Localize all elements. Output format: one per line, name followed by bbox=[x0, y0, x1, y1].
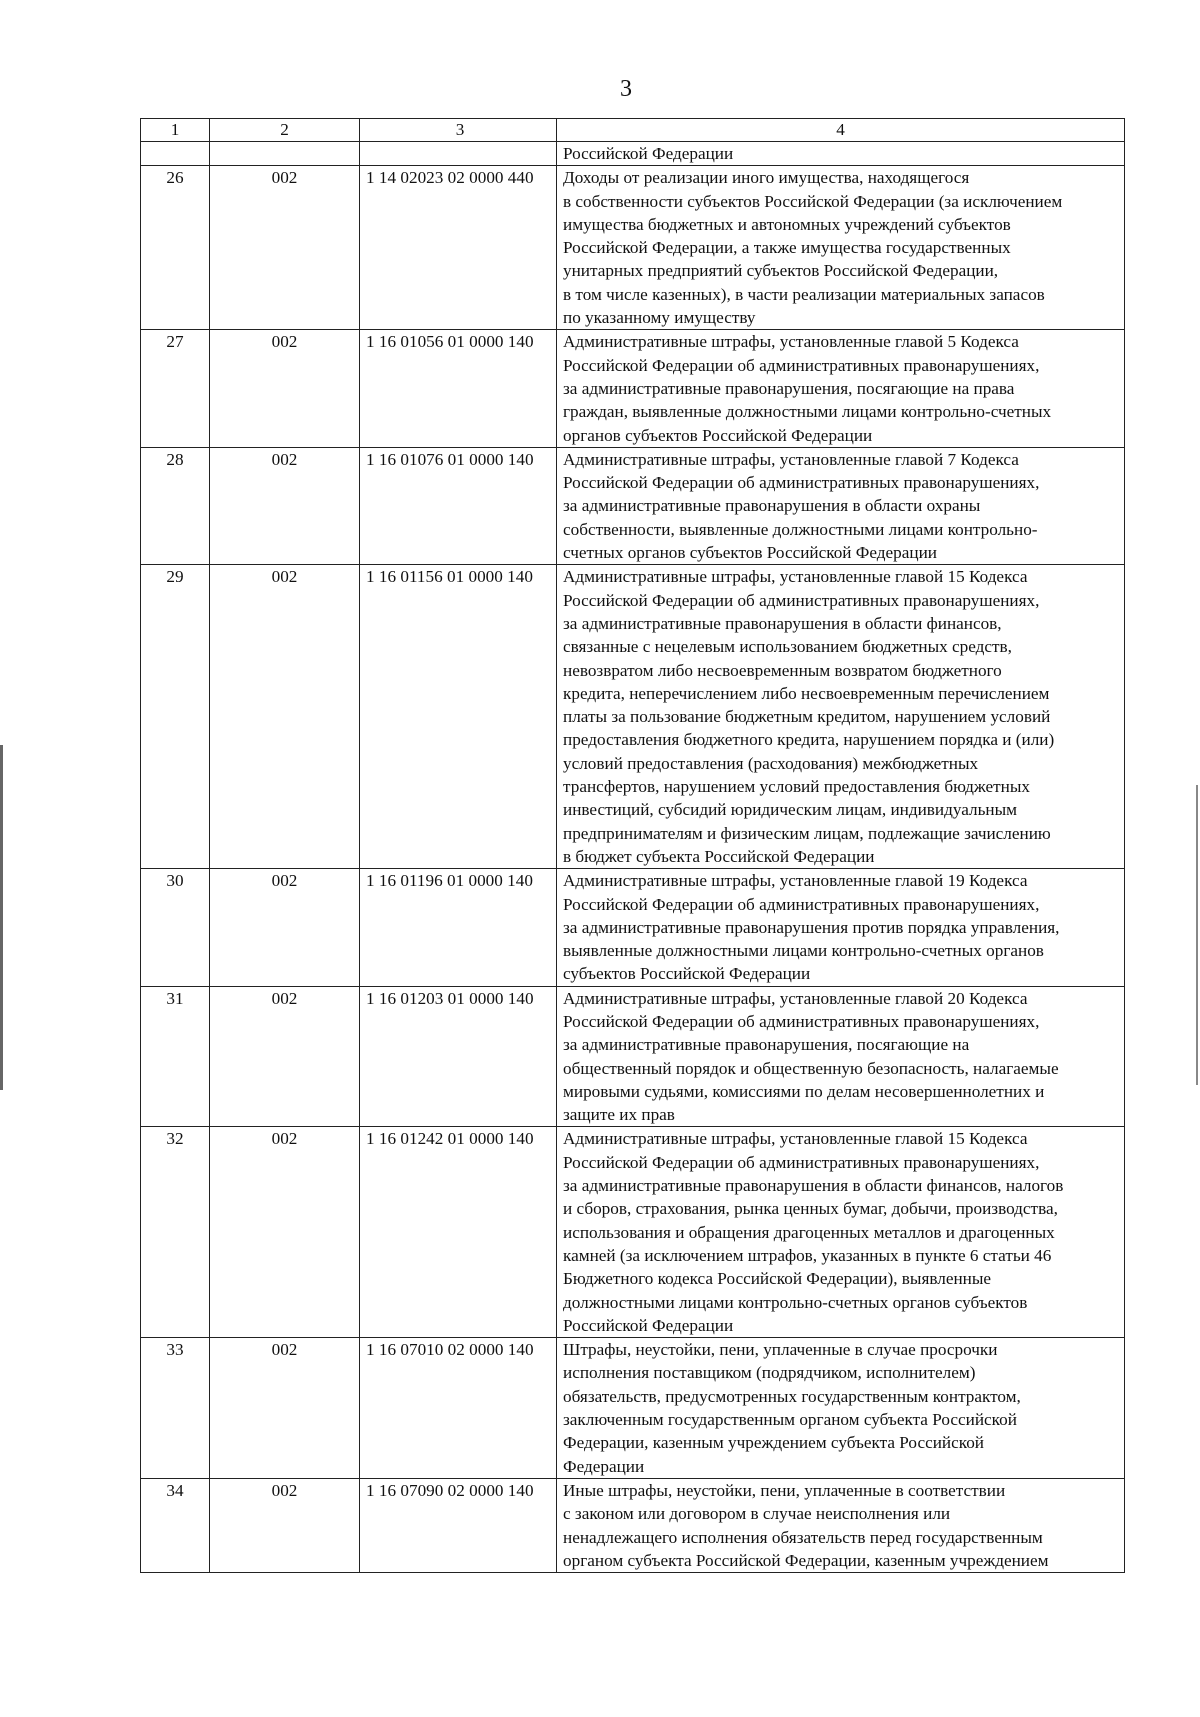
admin-code: 002 bbox=[210, 869, 360, 986]
admin-code: 002 bbox=[210, 1127, 360, 1338]
row-number: 33 bbox=[141, 1338, 210, 1479]
table-row bbox=[141, 166, 1125, 330]
revenue-code: 1 16 07010 02 0000 140 bbox=[360, 1338, 557, 1479]
revenue-code: 1 16 01196 01 0000 140 bbox=[360, 869, 557, 986]
description-line: Штрафы, неустойки, пени, уплаченные в случае просрочки bbox=[563, 1340, 998, 1360]
description-line: в собственности субъектов Российской Федерации (за исключением bbox=[563, 191, 1063, 211]
description-line: счетных органов субъектов Российской Федерации bbox=[563, 543, 937, 563]
admin-code: 002 bbox=[210, 330, 360, 447]
revenue-description bbox=[557, 1338, 1125, 1479]
description-line: Российской Федерации об административных правонарушениях, bbox=[563, 473, 1040, 493]
revenue-description bbox=[557, 869, 1125, 986]
row-number: 31 bbox=[141, 986, 210, 1127]
revenue-code: 1 16 01203 01 0000 140 bbox=[360, 986, 557, 1127]
row-number: 28 bbox=[141, 447, 210, 564]
description-line: условий предоставления (расходования) межбюджетных bbox=[563, 753, 979, 773]
revenue-code: 1 16 01156 01 0000 140 bbox=[360, 565, 557, 869]
row-number: 26 bbox=[141, 166, 210, 330]
description-line: и сборов, страхования, рынка ценных бумаг, добычи, производства, bbox=[563, 1199, 1058, 1219]
column-header-2: 2 bbox=[210, 119, 360, 142]
description-line: предоставления бюджетного кредита, нарушением порядка и (или) bbox=[563, 730, 1055, 750]
revenue-code: 1 16 01056 01 0000 140 bbox=[360, 330, 557, 447]
table-row bbox=[141, 869, 1125, 986]
row-number: 29 bbox=[141, 565, 210, 869]
description-line: Административные штрафы, установленные главой 7 Кодекса bbox=[563, 449, 1019, 469]
description-line: защите их прав bbox=[563, 1105, 675, 1125]
revenue-code: 1 16 01242 01 0000 140 bbox=[360, 1127, 557, 1338]
description-line: в том числе казенных), в части реализации материальных запасов bbox=[563, 284, 1045, 304]
column-header-4: 4 bbox=[557, 119, 1125, 142]
revenue-code: 1 14 02023 02 0000 440 bbox=[360, 166, 557, 330]
description-line: выявленные должностными лицами контрольно-счетных органов bbox=[563, 941, 1044, 961]
admin-code: 002 bbox=[210, 1338, 360, 1479]
description-line: Бюджетного кодекса Российской Федерации), выявленные bbox=[563, 1269, 992, 1289]
description-line: Российской Федерации, а также имущества государственных bbox=[563, 238, 1011, 258]
description-line: граждан, выявленные должностными лицами контрольно-счетных bbox=[563, 402, 1052, 422]
description-line: исполнения поставщиком (подрядчиком, исполнителем) bbox=[563, 1363, 976, 1383]
admin-code: 002 bbox=[210, 1478, 360, 1572]
description-line: собственности, выявленные должностными лицами контрольно- bbox=[563, 519, 1038, 539]
table-row bbox=[141, 1127, 1125, 1338]
description-line: по указанному имуществу bbox=[563, 308, 756, 328]
description-line: предпринимателям и физическим лицам, подлежащие зачислению bbox=[563, 823, 1051, 843]
admin-code: 002 bbox=[210, 986, 360, 1127]
revenue-description bbox=[557, 1478, 1125, 1572]
description-line: невозвратом либо несвоевременным возвратом бюджетного bbox=[563, 660, 1002, 680]
description-line: трансфертов, нарушением условий предоставления бюджетных bbox=[563, 777, 1030, 797]
column-header-1: 1 bbox=[141, 119, 210, 142]
description-line: Доходы от реализации иного имущества, находящегося bbox=[563, 168, 970, 188]
description-line: Иные штрафы, неустойки, пени, уплаченные в соответствии bbox=[563, 1480, 1006, 1500]
scan-edge-mark bbox=[1196, 785, 1198, 1085]
admin-code: 002 bbox=[210, 166, 360, 330]
description-line: с законом или договором в случае неисполнения или bbox=[563, 1504, 951, 1524]
admin-code-cell bbox=[210, 142, 360, 166]
description-line: унитарных предприятий субъектов Российской Федерации, bbox=[563, 261, 999, 281]
revenue-code: 1 16 07090 02 0000 140 bbox=[360, 1478, 557, 1572]
description-line: платы за пользование бюджетным кредитом, нарушением условий bbox=[563, 707, 1051, 727]
description-line: за административные правонарушения, посягающие на права bbox=[563, 378, 1015, 398]
description-line: общественный порядок и общественную безопасность, налагаемые bbox=[563, 1058, 1059, 1078]
admin-code: 002 bbox=[210, 565, 360, 869]
row-number: 27 bbox=[141, 330, 210, 447]
revenue-description bbox=[557, 565, 1125, 869]
description-line: инвестиций, субсидий юридическим лицам, индивидуальным bbox=[563, 800, 1018, 820]
description-line: за административные правонарушения в области финансов, bbox=[563, 613, 1002, 633]
revenue-description bbox=[557, 166, 1125, 330]
description-line: должностными лицами контрольно-счетных органов субъектов bbox=[563, 1292, 1028, 1312]
description-line: Административные штрафы, установленные главой 5 Кодекса bbox=[563, 332, 1019, 352]
description-line: ненадлежащего исполнения обязательств перед государственным bbox=[563, 1527, 1043, 1547]
row-number: 34 bbox=[141, 1478, 210, 1572]
admin-code: 002 bbox=[210, 447, 360, 564]
description-line: камней (за исключением штрафов, указанных в пункте 6 статьи 46 bbox=[563, 1245, 1052, 1265]
revenue-code: 1 16 01076 01 0000 140 bbox=[360, 447, 557, 564]
table-row bbox=[141, 986, 1125, 1127]
continuation-text: Российской Федерации bbox=[557, 142, 1125, 166]
description-line: Российской Федерации об административных правонарушениях, bbox=[563, 894, 1040, 914]
description-line: Российской Федерации об административных правонарушениях, bbox=[563, 590, 1040, 610]
description-line: кредита, неперечислением либо несвоевременным перечислением bbox=[563, 683, 1050, 703]
description-line: связанные с нецелевым использованием бюджетных средств, bbox=[563, 637, 1012, 657]
description-line: Административные штрафы, установленные главой 15 Кодекса bbox=[563, 567, 1028, 587]
description-line: за административные правонарушения в области охраны bbox=[563, 496, 981, 516]
revenue-description bbox=[557, 447, 1125, 564]
row-number-cell bbox=[141, 142, 210, 166]
description-line: субъектов Российской Федерации bbox=[563, 964, 811, 984]
description-line: использования и обращения драгоценных металлов и драгоценных bbox=[563, 1222, 1055, 1242]
table-row bbox=[141, 1338, 1125, 1479]
description-line: Российской Федерации об административных правонарушениях, bbox=[563, 1152, 1040, 1172]
column-header-3: 3 bbox=[360, 119, 557, 142]
description-line: органом субъекта Российской Федерации, казенным учреждением bbox=[563, 1550, 1049, 1570]
row-number: 30 bbox=[141, 869, 210, 986]
row-number: 32 bbox=[141, 1127, 210, 1338]
description-line: Российской Федерации об административных правонарушениях, bbox=[563, 355, 1040, 375]
description-line: Российской Федерации bbox=[563, 1315, 734, 1335]
description-line: Административные штрафы, установленные главой 15 Кодекса bbox=[563, 1129, 1028, 1149]
revenue-description bbox=[557, 1127, 1125, 1338]
table-row bbox=[141, 447, 1125, 564]
revenue-code-cell bbox=[360, 142, 557, 166]
table-row bbox=[141, 1478, 1125, 1572]
description-line: в бюджет субъекта Российской Федерации bbox=[563, 846, 875, 866]
page-number: 3 bbox=[620, 76, 632, 102]
header-row bbox=[141, 119, 1125, 142]
description-line: Административные штрафы, установленные главой 20 Кодекса bbox=[563, 988, 1028, 1008]
table-row bbox=[141, 330, 1125, 447]
revenue-description bbox=[557, 986, 1125, 1127]
description-line: мировыми судьями, комиссиями по делам несовершеннолетних и bbox=[563, 1081, 1045, 1101]
description-line: Российской Федерации об административных правонарушениях, bbox=[563, 1011, 1040, 1031]
description-line: за административные правонарушения против порядка управления, bbox=[563, 917, 1060, 937]
description-line: заключенным государственным органом субъекта Российской bbox=[563, 1410, 1017, 1430]
description-line: за административные правонарушения в области финансов, налогов bbox=[563, 1176, 1064, 1196]
description-line: имущества бюджетных и автономных учреждений субъектов bbox=[563, 214, 1011, 234]
continuation-row bbox=[141, 142, 1125, 166]
description-line: Административные штрафы, установленные главой 19 Кодекса bbox=[563, 871, 1028, 891]
description-line: обязательств, предусмотренных государственным контрактом, bbox=[563, 1386, 1021, 1406]
description-line: Федерации, казенным учреждением субъекта Российской bbox=[563, 1433, 984, 1453]
description-line: за административные правонарушения, посягающие на bbox=[563, 1035, 970, 1055]
description-line: органов субъектов Российской Федерации bbox=[563, 425, 873, 445]
description-line: Федерации bbox=[563, 1456, 645, 1476]
scan-edge-mark bbox=[0, 745, 3, 1090]
revenue-description bbox=[557, 330, 1125, 447]
revenue-codes-table bbox=[140, 118, 1125, 1573]
table-row bbox=[141, 565, 1125, 869]
